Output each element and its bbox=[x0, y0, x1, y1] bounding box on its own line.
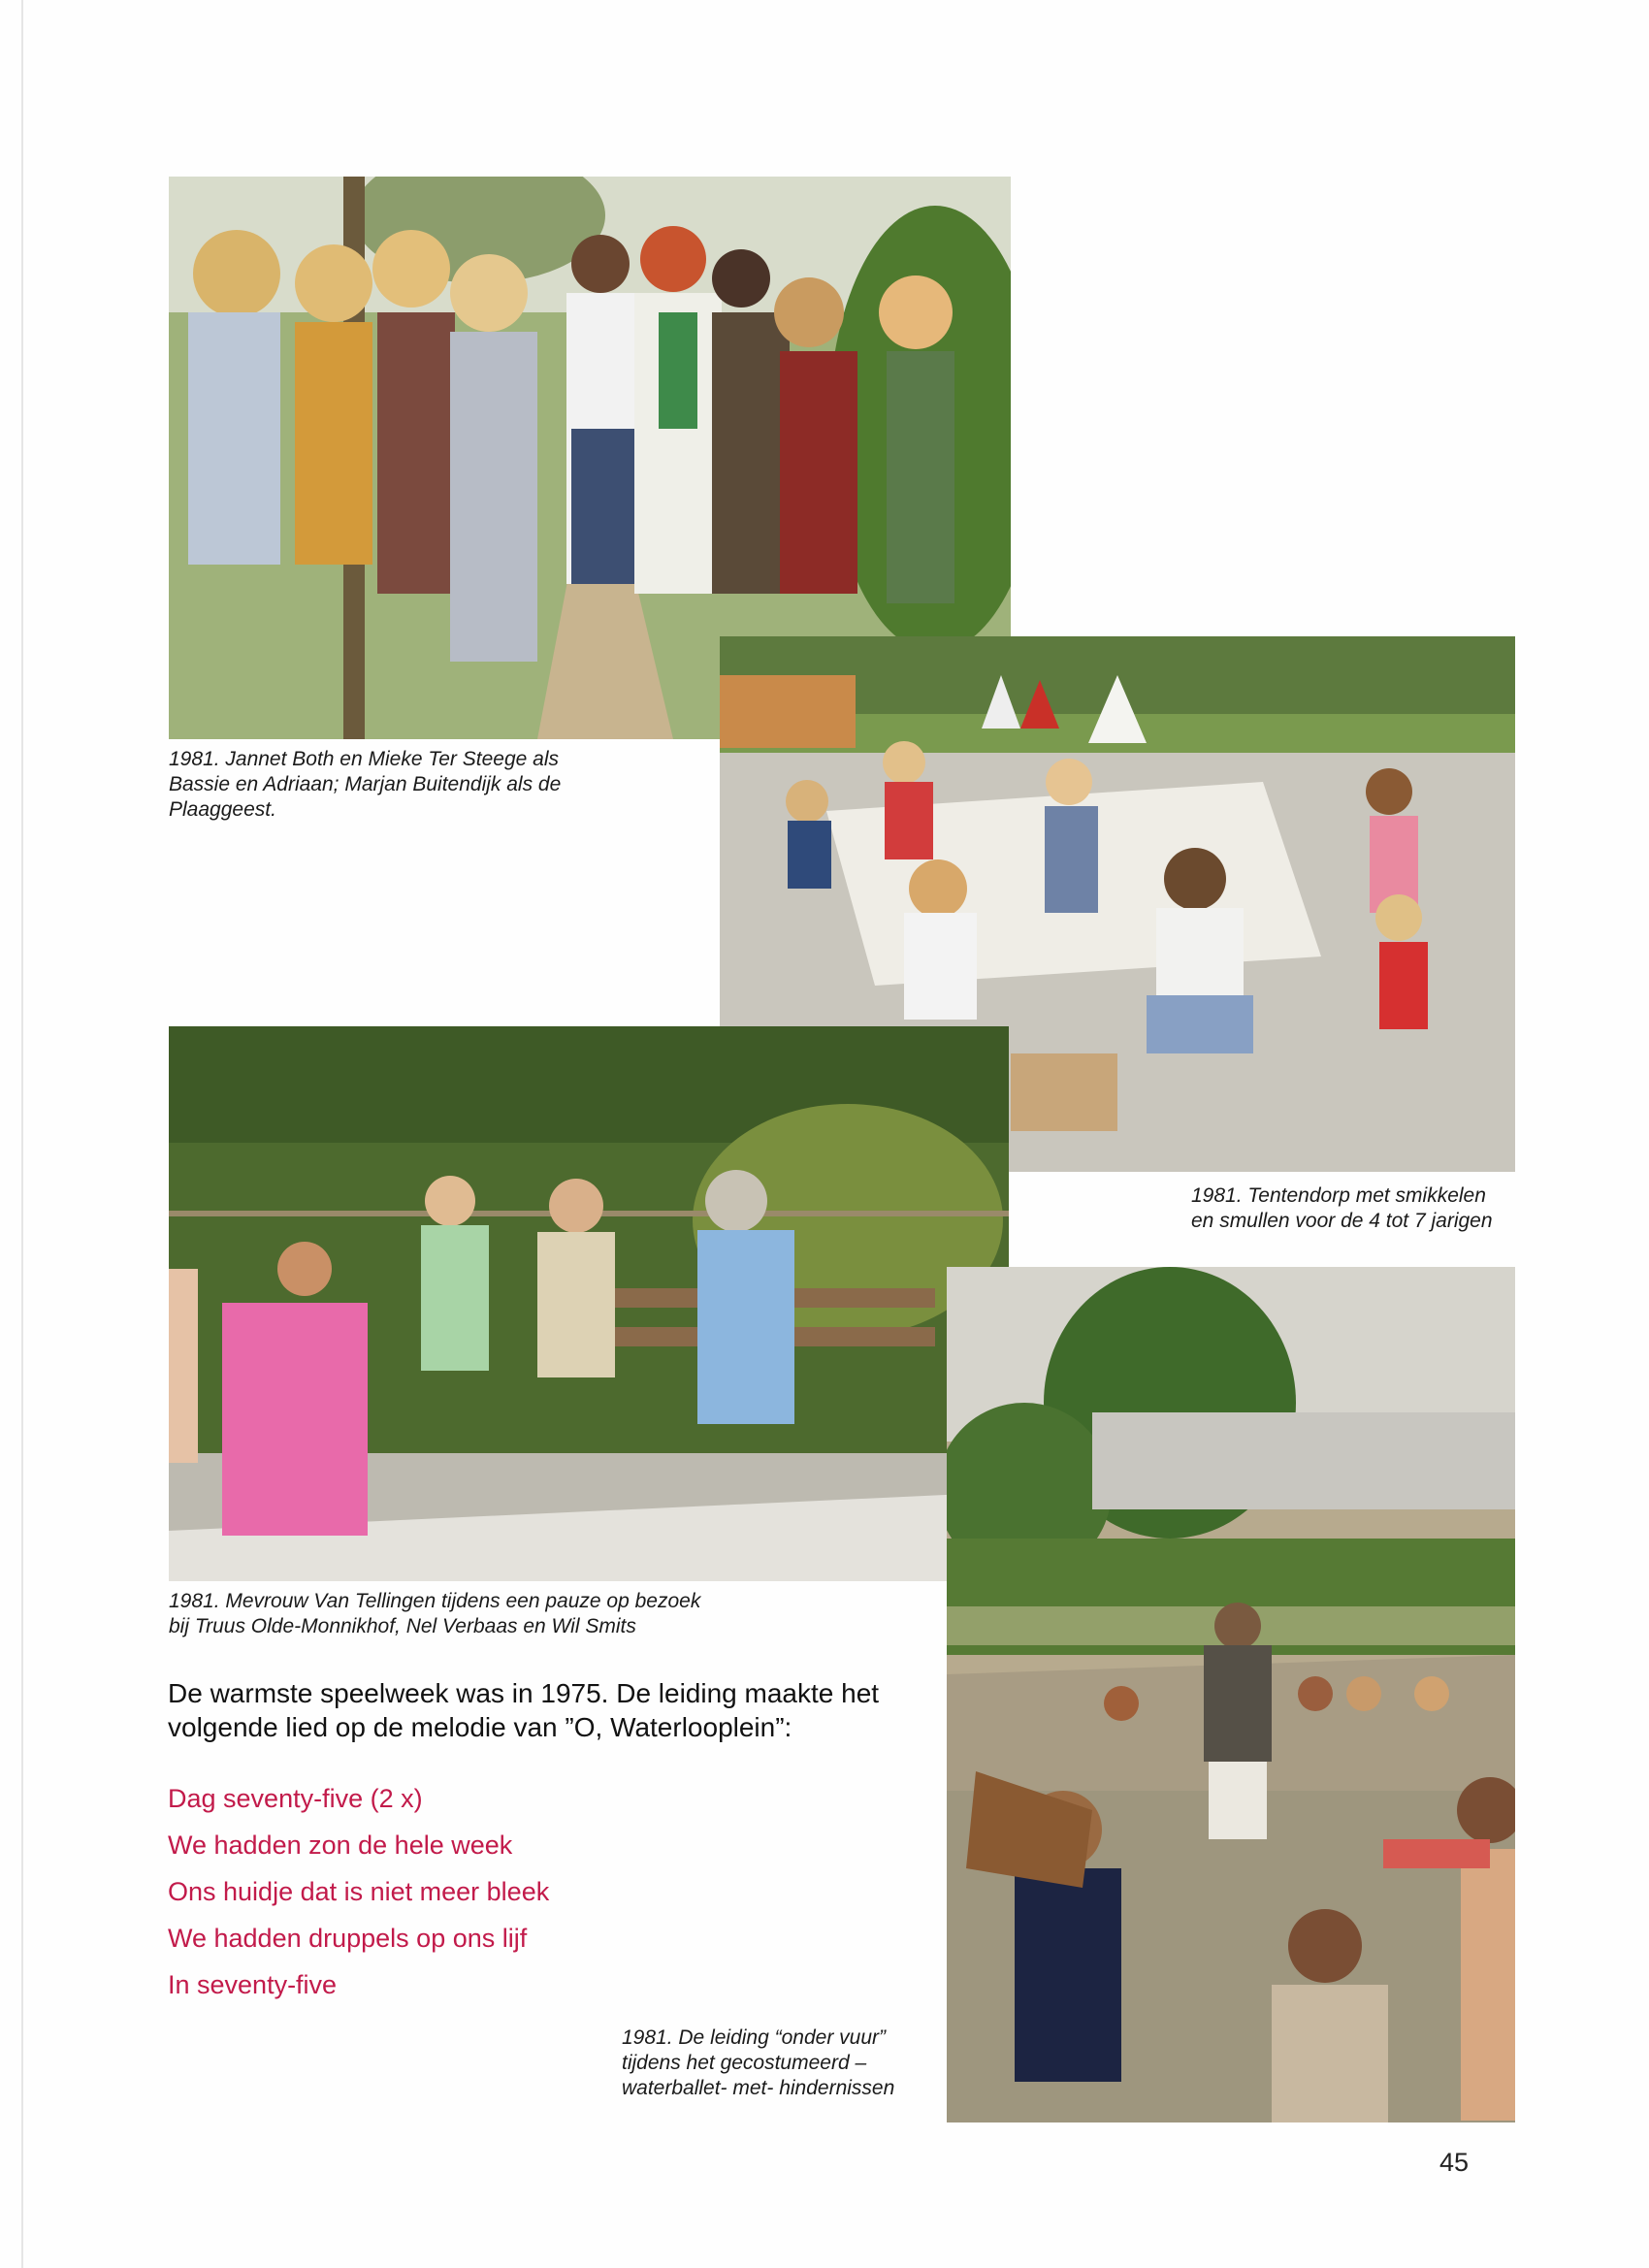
caption-line: 1981. Mevrouw Van Tellingen tijdens een pauze op bezoek bbox=[169, 1590, 701, 1612]
song-line: We hadden zon de hele week bbox=[168, 1831, 513, 1860]
page-edge bbox=[21, 0, 23, 2268]
song-line: Dag seventy-five (2 x) bbox=[168, 1784, 423, 1813]
caption-photo-clowns bbox=[169, 747, 561, 823]
caption-photo-bench bbox=[169, 1589, 700, 1639]
caption-line: en smullen voor de 4 tot 7 jarigen bbox=[1191, 1210, 1493, 1232]
caption-line: 1981. Jannet Both en Mieke Ter Steege als bbox=[169, 748, 559, 770]
song-line: Ons huidje dat is niet meer bleek bbox=[168, 1877, 550, 1906]
song-line: We hadden druppels op ons lijf bbox=[168, 1924, 528, 1953]
caption-line: waterballet- met- hindernissen bbox=[622, 2077, 895, 2099]
photo-bench-visit bbox=[169, 1026, 1009, 1581]
caption-line: Bassie en Adriaan; Marjan Buitendijk als de bbox=[169, 773, 562, 795]
caption-photo-tent-village bbox=[1191, 1183, 1493, 1234]
caption-line: tijdens het gecostumeerd – bbox=[622, 2052, 867, 2074]
song-line: In seventy-five bbox=[168, 1970, 338, 1999]
song-lyrics bbox=[168, 1775, 549, 2008]
page-number: 45 bbox=[1439, 2148, 1470, 2177]
caption-line: Plaaggeest. bbox=[169, 798, 276, 821]
caption-line: bij Truus Olde-Monnikhof, Nel Verbaas en Wil Smits bbox=[169, 1615, 636, 1637]
photo-water-ballet bbox=[947, 1267, 1515, 2122]
body-paragraph: De warmste speelweek was in 1975. De leiding maakte het volgende lied op de melodie van ”O, Waterlooplein”: bbox=[168, 1678, 880, 1742]
caption-photo-water-ballet bbox=[622, 2025, 894, 2101]
caption-line: 1981. Tentendorp met smikkelen bbox=[1191, 1184, 1486, 1207]
caption-line: 1981. De leiding “onder vuur” bbox=[622, 2026, 886, 2049]
